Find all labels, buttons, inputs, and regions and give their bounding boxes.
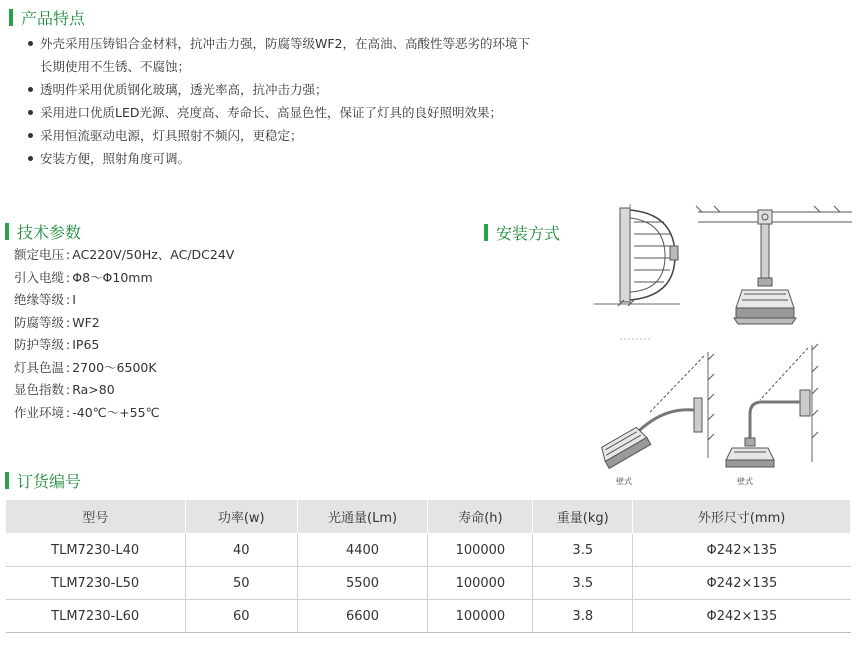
spec-value: Φ8～Φ10mm	[72, 269, 153, 285]
cell-dimensions: Φ242×135	[633, 534, 851, 567]
spec-value: WF2	[72, 314, 100, 330]
features-list	[26, 32, 626, 170]
section-marker	[484, 224, 488, 241]
column-header-model: 型号	[6, 500, 186, 534]
spec-label: 显色指数	[14, 382, 65, 397]
cell-power: 40	[185, 534, 297, 567]
spec-row: 作业环境 : -40℃～+55℃	[14, 402, 234, 425]
wall-arm-mount-diagram	[598, 352, 714, 468]
cell-lumen: 6600	[297, 600, 428, 633]
spec-label: 绝缘等级	[14, 292, 65, 307]
column-header-lumen: 光通量(Lm)	[297, 500, 428, 534]
installation-diagrams	[590, 200, 855, 495]
order-heading	[5, 469, 81, 492]
cell-model: TLM7230-L40	[6, 534, 186, 567]
cell-model: TLM7230-L50	[6, 567, 186, 600]
feature-item-continuation: 长期使用不生锈、不腐蚀；	[40, 59, 191, 74]
cell-lifetime: 100000	[428, 534, 533, 567]
feature-item: 外壳采用压铸铝合金材料，抗冲击力强，防腐等级WF2，在高油、高酸性等恶劣的环境下	[26, 32, 626, 55]
wall-side-mount-diagram	[594, 204, 680, 306]
spec-label: 防护等级	[14, 337, 65, 352]
specs-title: 技术参数	[17, 223, 82, 242]
cell-lumen: 4400	[297, 534, 428, 567]
spec-row: 绝缘等级 : I	[14, 289, 234, 312]
spec-row: 引入电缆 : Φ8～Φ10mm	[14, 267, 234, 290]
caption-left: 壁式	[616, 477, 632, 486]
spec-row: 显色指数 : Ra>80	[14, 379, 234, 402]
column-header-lifetime: 寿命(h)	[428, 500, 533, 534]
spec-row: 防护等级 : IP65	[14, 334, 234, 357]
section-marker	[9, 9, 13, 26]
spec-row: 灯具色温 : 2700～6500K	[14, 357, 234, 380]
spec-row: 额定电压 : AC220V/50Hz、AC/DC24V	[14, 244, 234, 267]
features-heading	[9, 6, 85, 29]
cell-lifetime: 100000	[428, 600, 533, 633]
specs-heading	[5, 220, 81, 243]
feature-item: 安装方便，照射角度可调。	[26, 147, 626, 170]
cell-lifetime: 100000	[428, 567, 533, 600]
spec-value: AC220V/50Hz、AC/DC24V	[72, 247, 235, 262]
wall-bracket-pendant-diagram	[726, 344, 818, 467]
cell-model: TLM7230-L60	[6, 600, 186, 633]
install-heading	[484, 221, 560, 244]
feature-item: 透明件采用优质钢化玻璃，透光率高，抗冲击力强；	[26, 78, 626, 101]
feature-item: 采用进口优质LED光源、亮度高、寿命长、高显色性，保证了灯具的良好照明效果；	[26, 101, 626, 124]
features-title: 产品特点	[21, 9, 86, 28]
spec-value: -40℃～+55℃	[72, 404, 160, 420]
cell-weight: 3.5	[533, 534, 633, 567]
specs-list	[14, 244, 234, 424]
table-row	[6, 600, 851, 633]
cell-dimensions: Φ242×135	[633, 600, 851, 633]
spec-label: 灯具色温	[14, 359, 65, 375]
table-row	[6, 567, 851, 600]
cell-dimensions: Φ242×135	[633, 567, 851, 600]
install-title: 安装方式	[496, 224, 561, 243]
cell-power: 60	[185, 600, 297, 633]
order-table	[5, 499, 851, 633]
spec-label: 引入电缆	[14, 269, 65, 285]
section-marker	[5, 472, 9, 489]
column-header-power: 功率(w)	[185, 500, 297, 534]
spec-row: 防腐等级 : WF2	[14, 312, 234, 335]
column-header-dimensions: 外形尺寸(mm)	[633, 500, 851, 534]
cell-weight: 3.8	[533, 600, 633, 633]
order-title: 订货编号	[17, 472, 82, 491]
feature-item: 采用恒流驱动电源，灯具照射不频闪，更稳定；	[26, 124, 626, 147]
cell-lumen: 5500	[297, 567, 428, 600]
spec-label: 额定电压	[14, 247, 65, 262]
section-marker	[5, 223, 9, 240]
cell-weight: 3.5	[533, 567, 633, 600]
spec-value: 2700～6500K	[72, 359, 157, 375]
table-row	[6, 534, 851, 567]
ceiling-pendant-diagram	[696, 206, 852, 324]
spec-value: Ra>80	[72, 382, 115, 397]
cell-power: 50	[185, 567, 297, 600]
spec-label: 作业环境	[14, 404, 65, 420]
spec-label: 防腐等级	[14, 314, 65, 330]
spec-value: IP65	[72, 337, 100, 352]
column-header-weight: 重量(kg)	[533, 500, 633, 534]
spec-value: I	[72, 292, 76, 307]
table-header-row	[6, 500, 851, 534]
caption-right: 壁式	[737, 477, 753, 486]
